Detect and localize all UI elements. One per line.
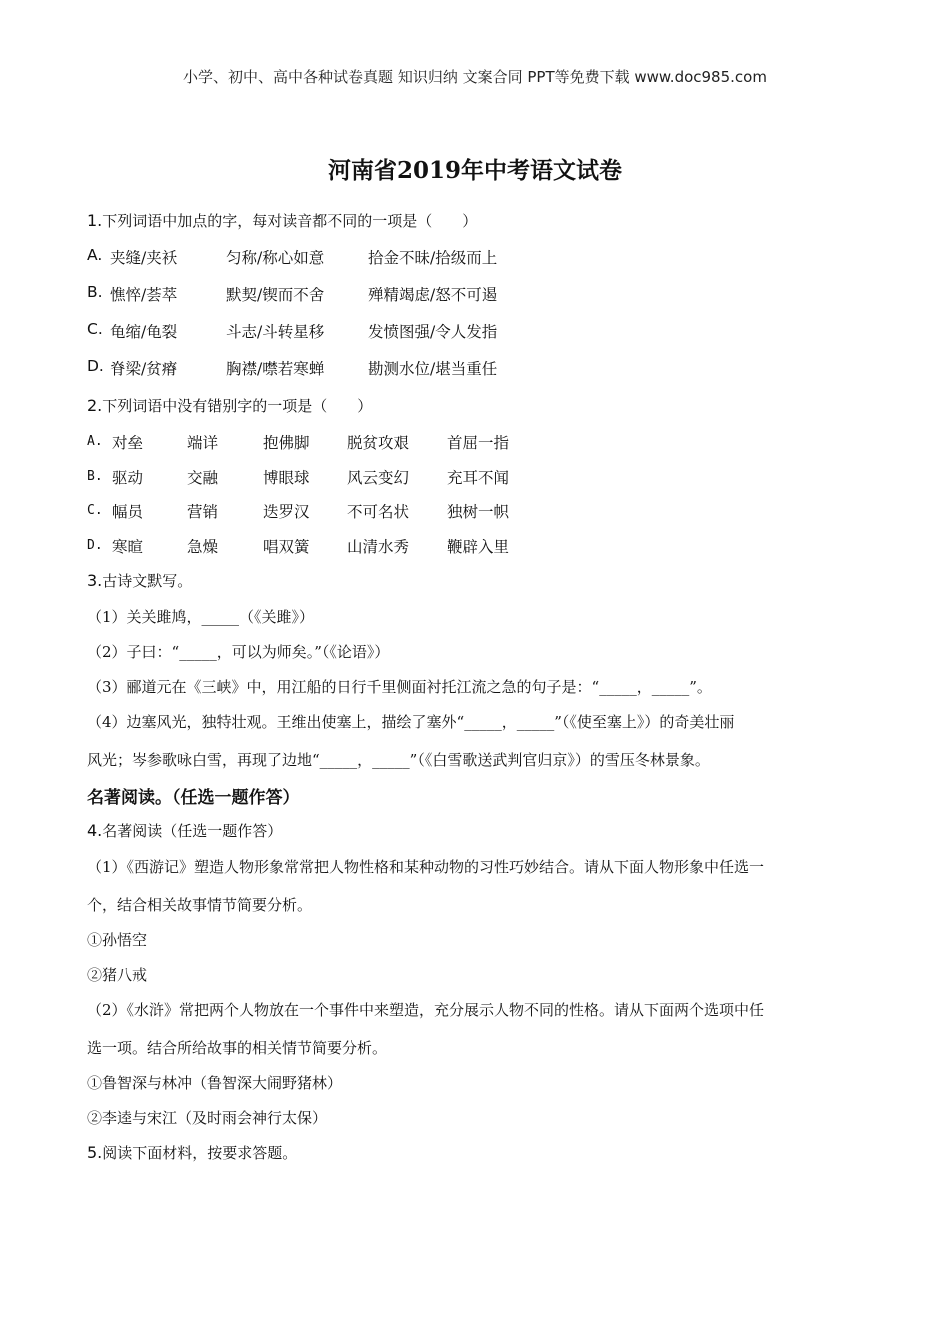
q2-option-row [87, 500, 103, 518]
q1-option-word: 憔悴/荟萃 [110, 286, 178, 304]
q1-stem: 1.下列词语中加点的字，每对读音都不同的一项是（ ） [87, 211, 478, 230]
q1-option-word: 匀称/称心如意 [226, 249, 325, 267]
q2-option-word: 营销 [187, 503, 219, 521]
q1-option-label: A. [87, 246, 103, 264]
section-heading: 名著阅读。（任选一题作答） [87, 788, 300, 808]
q4-line-4: ②猪八戒 [87, 966, 148, 984]
q4-line-2: 个，结合相关故事情节简要分析。 [87, 896, 313, 914]
q2-option-row [87, 466, 103, 484]
q2-option-word: 急燥 [187, 538, 219, 556]
q2-option-word: 博眼球 [263, 469, 310, 487]
q3-item-4-cont: 风光；岑参歌咏白雪，再现了边地“_____，_____”（《白雪歌送武判官归京》）的雪压冬林景象。 [87, 751, 710, 769]
q2-option-word: 脱贫攻艰 [347, 434, 410, 452]
q3-item-4: （4）边塞风光，独特壮观。王维出使塞上，描绘了塞外“_____，_____”（《使至塞上》）的奇美壮丽 [87, 713, 735, 731]
q1-option-word: 勘测水位/堪当重任 [368, 360, 498, 378]
q1-option-label: B. [87, 283, 103, 301]
q1-option-word: 默契/锲而不舍 [226, 286, 325, 304]
q2-option-word: 寒暄 [112, 538, 144, 556]
q2-option-word: 独树一帜 [447, 503, 510, 521]
q1-option-word: 胸襟/噤若寒蝉 [226, 360, 325, 378]
q2-option-word: 风云变幻 [347, 469, 410, 487]
q2-option-word: 交融 [187, 469, 219, 487]
q4-line-3: ①孙悟空 [87, 931, 148, 949]
q2-option-label: A. [87, 434, 103, 449]
q2-option-word: 鞭辟入里 [447, 538, 510, 556]
q2-option-word: 驱动 [112, 469, 144, 487]
q2-option-word: 迭罗汉 [263, 503, 310, 521]
q4-line-6: 选一项。结合所给故事的相关情节简要分析。 [87, 1039, 388, 1057]
q3-item-2: （2）子曰：“_____，可以为师矣。”（《论语》） [87, 643, 390, 661]
q2-option-word: 对垒 [112, 434, 144, 452]
q3-item-3: （3）郦道元在《三峡》中，用江船的日行千里侧面衬托江流之急的句子是：“_____，_____”。 [87, 678, 712, 696]
q2-option-word: 端详 [187, 434, 219, 452]
q2-option-word: 抱佛脚 [263, 434, 310, 452]
q1-option-word: 夹缝/夹袄 [110, 249, 178, 267]
q1-option-word: 脊梁/贫瘠 [110, 360, 178, 378]
q2-option-label: C. [87, 503, 103, 518]
q2-stem: 2.下列词语中没有错别字的一项是（ ） [87, 396, 373, 415]
q2-option-word: 山清水秀 [347, 538, 410, 556]
q3-item-1: （1）关关雎鸠，_____（《关雎》） [87, 608, 315, 626]
page-title: 河南省2019年中考语文试卷 [327, 157, 622, 184]
q2-option-word: 唱双簧 [263, 538, 310, 556]
q2-option-word: 充耳不闻 [447, 469, 510, 487]
q2-option-row [87, 535, 103, 553]
q4-line-8: ②李逵与宋江（及时雨会神行太保） [87, 1109, 328, 1127]
q1-option-word: 拾金不昧/拾级而上 [368, 249, 498, 267]
q2-option-word: 幅员 [112, 503, 144, 521]
q2-option-label: B. [87, 469, 103, 484]
q1-option-word: 殚精竭虑/怒不可遏 [368, 286, 498, 304]
q4-line-5: （2）《水浒》常把两个人物放在一个事件中来塑造，充分展示人物不同的性格。请从下面两个选项中任 [87, 1001, 765, 1019]
q2-option-word: 不可名状 [347, 503, 410, 521]
q1-option-word: 发愤图强/令人发指 [368, 323, 498, 341]
q1-option-label: D. [87, 357, 104, 375]
q1-option-word: 龟缩/龟裂 [110, 323, 178, 341]
q4-stem: 4.名著阅读（任选一题作答） [87, 821, 283, 840]
q4-line-1: （1）《西游记》塑造人物形象常常把人物性格和某种动物的习性巧妙结合。请从下面人物形象中任选一 [87, 858, 765, 876]
q4-line-7: ①鲁智深与林冲（鲁智深大闹野猪林） [87, 1074, 343, 1092]
q1-option-word: 斗志/斗转星移 [226, 323, 325, 341]
site-header: 小学、初中、高中各种试卷真题 知识归纳 文案合同 PPT等免费下载 www.doc985.com [183, 68, 767, 86]
q2-option-row [87, 431, 103, 449]
q1-option-label: C. [87, 320, 103, 338]
q5-stem: 5.阅读下面材料，按要求答题。 [87, 1143, 298, 1162]
q2-option-word: 首屈一指 [447, 434, 510, 452]
q3-stem: 3.古诗文默写。 [87, 571, 193, 590]
q2-option-label: D. [87, 538, 103, 553]
